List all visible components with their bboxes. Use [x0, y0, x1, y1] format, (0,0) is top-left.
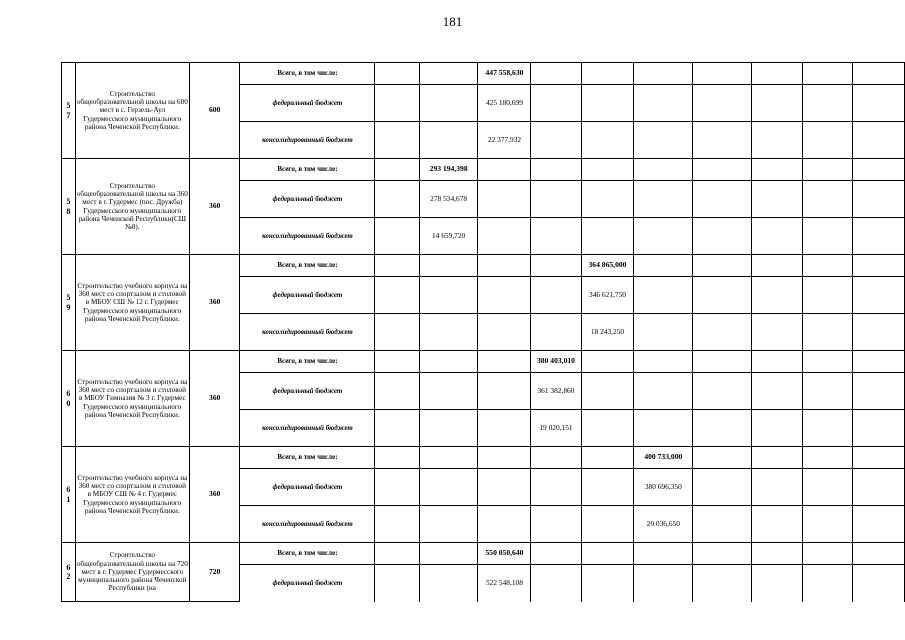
- federal-amount: 522 548,108: [478, 565, 531, 602]
- project-number: 6 0: [62, 351, 76, 447]
- funding-type-federal: федеральный бюджет: [240, 85, 375, 122]
- project-name: Строительство учебного корпуса на 360 мест со спортзалом и столовой в МБОУ СШ № 12 г. Гудермес Гудермесского муниципального района Чеченской Республики.: [75, 255, 189, 351]
- consolidated-amount: 20 036,650: [634, 506, 693, 543]
- table-row: [62, 543, 905, 565]
- project-name: Строительство учебного корпуса на 360 мест со спортзалом и столовой в МБОУ Гимназия № 3 г. Гудермес Гудермесского муниципального района Чеченской Республики.: [75, 351, 189, 447]
- funding-type-total: Всего, в том числе:: [240, 447, 375, 469]
- total-amount: 380 403,010: [531, 351, 581, 373]
- project-name: Строительство общеобразовательной школы на 600 мест в с. Герзель-Аул Гудермесского муниципального района Чеченской Республики.: [75, 63, 189, 159]
- total-amount: 293 194,398: [419, 159, 478, 181]
- consolidated-amount: 22 377,932: [478, 122, 531, 159]
- project-number: 5 7: [62, 63, 76, 159]
- project-number: 5 9: [62, 255, 76, 351]
- consolidated-amount: 19 020,151: [531, 410, 581, 447]
- consolidated-amount: 14 659,720: [419, 218, 478, 255]
- funding-type-total: Всего, в том числе:: [240, 543, 375, 565]
- project-number: 6 1: [62, 447, 76, 543]
- project-capacity: 600: [189, 63, 240, 159]
- funding-type-total: Всего, в том числе:: [240, 159, 375, 181]
- table-row: [62, 255, 905, 277]
- table-row: [62, 63, 905, 85]
- budget-table: [61, 62, 905, 602]
- table-row: [62, 447, 905, 469]
- total-amount: 400 733,000: [634, 447, 693, 469]
- consolidated-amount: 18 243,250: [581, 314, 634, 351]
- table-row: [62, 351, 905, 373]
- total-amount: 550 050,640: [478, 543, 531, 565]
- funding-type-consolidated: консолидированный бюджет: [240, 122, 375, 159]
- project-capacity: 720: [189, 543, 240, 602]
- funding-type-total: Всего, в том числе:: [240, 351, 375, 373]
- project-name: Строительство общеобразовательной школы на 360 мест в г. Гудермес (пос. Дружба) Гудермесского муниципального района Чеченской Республики(СШ №8).: [75, 159, 189, 255]
- project-capacity: 360: [189, 351, 240, 447]
- funding-type-consolidated: консолидированный бюджет: [240, 410, 375, 447]
- project-capacity: 360: [189, 255, 240, 351]
- federal-amount: 346 621,750: [581, 277, 634, 314]
- project-name: Строительство общеобразовательной школы на 720 мест в г. Гудермес Гудермесского муниципального района Чеченской Республики (на: [75, 543, 189, 602]
- federal-amount: 380 696,350: [634, 469, 693, 506]
- funding-type-total: Всего, в том числе:: [240, 63, 375, 85]
- project-number: 6 2: [62, 543, 76, 602]
- total-amount: 364 865,000: [581, 255, 634, 277]
- funding-type-consolidated: консолидированный бюджет: [240, 506, 375, 543]
- funding-type-consolidated: консолидированный бюджет: [240, 218, 375, 255]
- funding-type-federal: федеральный бюджет: [240, 181, 375, 218]
- project-name: Строительство учебного корпуса на 360 мест со спортзалом и столовой в МБОУ СШ № 4 г. Гудермес Гудермесского муниципального района Чеченской Республики.: [75, 447, 189, 543]
- federal-amount: 361 382,860: [531, 373, 581, 410]
- funding-type-federal: федеральный бюджет: [240, 469, 375, 506]
- funding-type-total: Всего, в том числе:: [240, 255, 375, 277]
- table-row: [62, 159, 905, 181]
- funding-type-federal: федеральный бюджет: [240, 565, 375, 602]
- total-amount: 447 558,630: [478, 63, 531, 85]
- funding-type-federal: федеральный бюджет: [240, 373, 375, 410]
- funding-type-consolidated: консолидированный бюджет: [240, 314, 375, 351]
- project-number: 5 8: [62, 159, 76, 255]
- federal-amount: 278 534,678: [419, 181, 478, 218]
- federal-amount: 425 180,699: [478, 85, 531, 122]
- project-capacity: 360: [189, 159, 240, 255]
- funding-type-federal: федеральный бюджет: [240, 277, 375, 314]
- project-capacity: 360: [189, 447, 240, 543]
- page-number: 181: [442, 14, 463, 29]
